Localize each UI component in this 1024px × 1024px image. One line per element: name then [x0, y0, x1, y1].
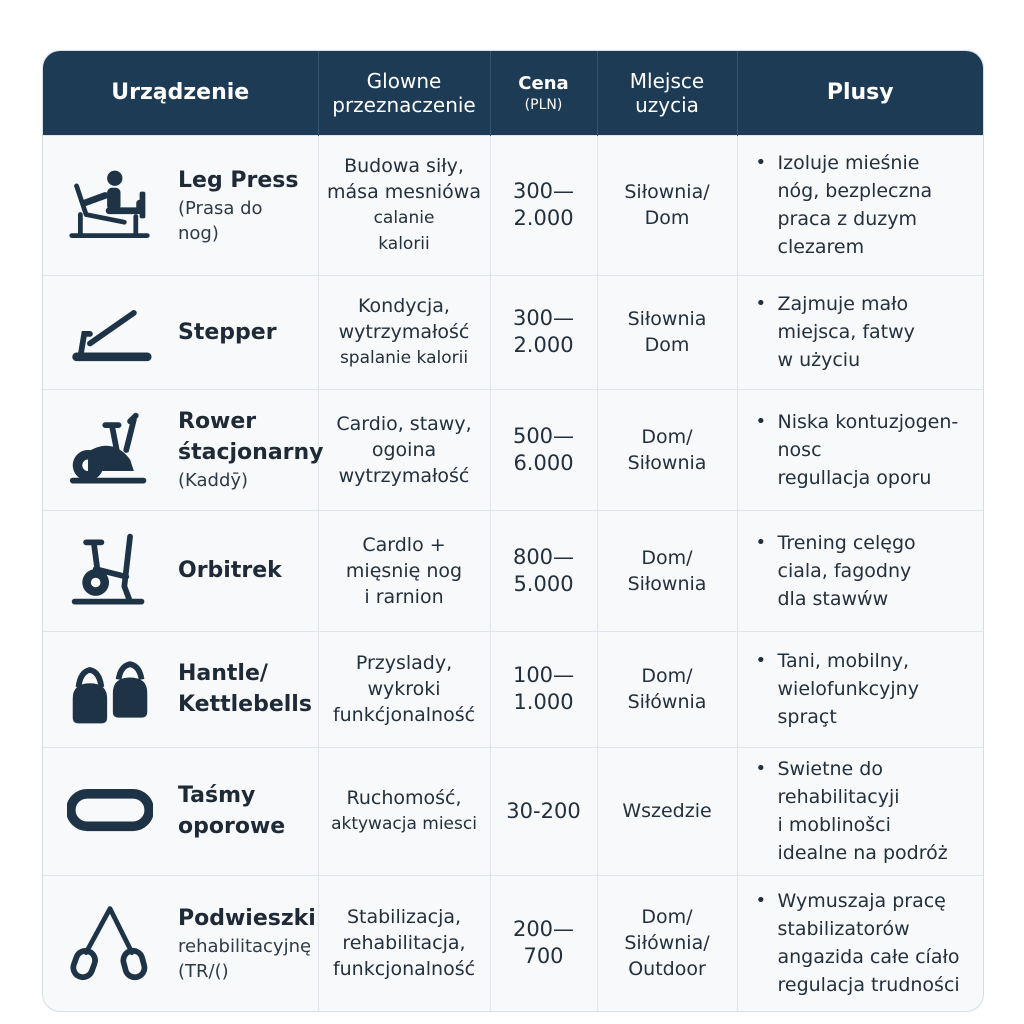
device-cell	[43, 875, 318, 1011]
purpose-line: calanie	[373, 208, 435, 228]
device-info	[44, 165, 317, 246]
pros-line: • Tani, mobilny,	[752, 647, 978, 675]
place-cell	[597, 747, 737, 875]
device-name-line2: oporowe	[178, 814, 286, 839]
purpose-line: Cardlo +	[362, 533, 446, 556]
purpose-line: Przyslady,	[355, 652, 453, 674]
stepper-icon	[66, 292, 154, 372]
place-line: Dom	[644, 207, 690, 229]
device-subtitle-line: (Prasa do	[178, 197, 263, 219]
pros-line: praca z duzym	[777, 208, 917, 230]
pros-line: dla stawẃw	[777, 587, 889, 610]
table-row	[43, 747, 983, 875]
place-line: Dom/	[641, 665, 693, 687]
stationary-bike-icon	[66, 410, 154, 490]
device-info	[44, 771, 317, 851]
purpose-cell	[318, 135, 490, 275]
header-purpose	[318, 51, 490, 135]
price-cell	[490, 135, 597, 275]
pros-line: clezarem	[777, 236, 865, 258]
pros-line: nosc	[777, 438, 822, 461]
price-line: 700	[523, 944, 564, 969]
pros-line: • Trening celęgo	[752, 529, 978, 557]
table-row	[43, 875, 983, 1011]
place-line: Siłównia/	[624, 932, 710, 955]
device-cell	[43, 510, 318, 631]
place-line: Siłownia	[627, 572, 707, 595]
device-text	[178, 317, 277, 348]
price-line: 300—	[512, 306, 575, 330]
device-info	[44, 406, 324, 493]
device-cell	[43, 631, 318, 747]
pros-cell	[737, 747, 983, 875]
purpose-cell	[318, 275, 490, 389]
header-place	[597, 51, 737, 135]
place-line: Siłownia/	[624, 181, 710, 203]
device-name: Orbitrek	[178, 558, 282, 583]
place-cell	[597, 510, 737, 631]
device-info	[44, 292, 317, 372]
pros-line: angazida całe cíało	[777, 946, 960, 969]
price-line: 800—	[512, 544, 575, 569]
price-line: 500—	[512, 423, 575, 448]
table-row	[43, 275, 983, 389]
place-cell	[597, 631, 737, 747]
purpose-line: Budowa siły,	[344, 155, 464, 177]
purpose-line: funkćjonalność	[332, 704, 476, 726]
pros-line: ciala, fagodny	[777, 559, 912, 582]
table-row	[43, 510, 983, 631]
place-line: Wszedzie	[622, 800, 712, 822]
purpose-line: wykroki	[367, 678, 441, 700]
place-cell	[597, 275, 737, 389]
header-price	[490, 51, 597, 135]
device-cell	[43, 389, 324, 510]
purpose-cell	[318, 747, 490, 875]
purpose-line: spalanie kalorii	[339, 348, 469, 368]
device-subtitle-line: (TR/()	[178, 960, 229, 982]
pros-line: i moblinošci	[777, 814, 891, 836]
purpose-line: funkcjonalność	[332, 958, 476, 981]
resistance-band-icon	[66, 771, 154, 851]
pros-line: • Swietne do	[752, 755, 978, 783]
pros-line: stabilizatorów	[777, 918, 910, 941]
kettlebells-icon	[66, 649, 154, 729]
pros-cell	[737, 631, 983, 747]
price-line: 30-200	[506, 798, 581, 823]
pros-line: w użyciu	[777, 349, 861, 371]
place-line: Dom	[644, 334, 690, 356]
place-line: Dom/	[641, 906, 693, 929]
device-text	[178, 406, 324, 493]
pros-line: • Wymuszaja pracę	[752, 887, 978, 915]
device-text	[178, 903, 316, 984]
place-cell	[597, 389, 737, 510]
suspension-straps-icon	[66, 903, 154, 983]
table-row	[43, 389, 983, 510]
price-cell	[490, 875, 597, 1011]
purpose-cell	[318, 389, 490, 510]
device-text	[178, 555, 282, 586]
device-cell	[43, 275, 318, 389]
pros-line: nóg, bezpleczna	[777, 180, 933, 202]
header-place-line1: Mlejsce	[629, 68, 705, 93]
device-name: Stepper	[178, 319, 277, 345]
device-info	[44, 531, 317, 611]
price-line: 200—	[512, 917, 575, 942]
equipment-table-card	[42, 50, 984, 1012]
device-info	[44, 649, 317, 729]
purpose-cell	[318, 875, 490, 1011]
header-purpose-line1: Glowne	[366, 68, 442, 93]
price-line: 2.000	[513, 206, 574, 230]
pros-line: wielofunkcyjny	[777, 678, 919, 700]
leg-press-icon	[66, 165, 154, 245]
price-cell	[490, 389, 597, 510]
header-pros: Plusy	[826, 79, 894, 105]
price-line: 5.000	[513, 571, 574, 596]
place-line: Dom/	[641, 546, 693, 569]
device-cell	[43, 135, 318, 275]
purpose-line: Stabilizacja,	[346, 906, 462, 929]
price-line: 6.000	[513, 450, 574, 475]
device-name-line2: śtacjonarny	[178, 440, 324, 465]
device-name: Leg Press	[178, 167, 299, 193]
purpose-line: wytrzymałość	[338, 321, 470, 343]
table-row	[43, 631, 983, 747]
table-header	[43, 51, 983, 135]
purpose-line: Kondycja,	[358, 295, 450, 317]
device-name: Taśmy	[178, 783, 256, 808]
device-name: Hantle/	[178, 661, 268, 686]
purpose-line: kalorii	[378, 234, 430, 254]
table-row	[43, 135, 983, 275]
device-cell	[43, 747, 318, 875]
place-cell	[597, 875, 737, 1011]
pros-cell	[737, 389, 983, 510]
header-place-line2: uzycia	[635, 92, 699, 117]
purpose-line: Cardio, stawy,	[336, 412, 472, 435]
header-device: Urządzenie	[43, 51, 318, 135]
place-line: Siłownia	[627, 308, 707, 330]
device-text	[178, 165, 298, 246]
pros-line: miejsca, fatwy	[777, 321, 915, 343]
header-price-line1: Cena	[518, 72, 569, 94]
pros-cell	[737, 510, 983, 631]
purpose-line: ogoina	[371, 438, 437, 461]
pros-line: idealne na podróż	[777, 842, 948, 864]
place-line: Siłownia	[627, 451, 707, 474]
price-line: 100—	[512, 663, 575, 687]
purpose-cell	[318, 510, 490, 631]
purpose-line: aktywacja miesci	[331, 814, 477, 834]
purpose-line: mása mesniówa	[327, 181, 481, 203]
device-text	[178, 658, 312, 720]
purpose-line: mięsnię nog	[345, 559, 463, 582]
price-cell	[490, 510, 597, 631]
purpose-line: wytrzymałość	[338, 464, 470, 487]
place-line: Dom/	[641, 425, 693, 448]
pros-line: • Izoluje mieśnie	[752, 149, 978, 177]
elliptical-icon	[66, 531, 154, 611]
header-price-line2: (PLN)	[524, 96, 563, 113]
price-line: 300—	[512, 179, 575, 203]
device-subtitle-line: (Kaddӯ)	[178, 470, 249, 491]
purpose-cell	[318, 631, 490, 747]
header-purpose-line2: przeznaczenie	[332, 92, 476, 117]
price-cell	[490, 275, 597, 389]
device-name: Podwieszki	[178, 905, 316, 931]
price-line: 2.000	[513, 333, 574, 357]
pros-line: regulacja trudności	[777, 974, 960, 997]
device-info	[44, 903, 317, 984]
pros-line: spraçt	[777, 706, 837, 728]
pros-cell	[737, 135, 983, 275]
pros-cell	[737, 275, 983, 389]
place-cell	[597, 135, 737, 275]
device-text	[178, 780, 285, 842]
device-subtitle-line: rehabilitacyjnę	[178, 935, 312, 957]
price-line: 1.000	[513, 690, 574, 714]
device-name: Rower	[178, 409, 257, 434]
purpose-line: i rarnion	[364, 585, 444, 608]
pros-line: • Niska kontuzjogen-	[752, 408, 978, 436]
purpose-line: rehabilitacja,	[342, 932, 466, 955]
equipment-table	[43, 51, 983, 1011]
place-line: Siłównia	[627, 691, 707, 713]
price-cell	[490, 747, 597, 875]
pros-line: • Zajmuje mało	[752, 290, 978, 318]
pros-cell	[737, 875, 983, 1011]
pros-line: rehabilitacyji	[777, 786, 900, 808]
device-name-line2: Kettlebells	[178, 692, 312, 717]
price-cell	[490, 631, 597, 747]
device-subtitle-line: nog)	[178, 222, 219, 244]
purpose-line: Ruchomość,	[346, 787, 462, 809]
pros-line: regullacja oporu	[777, 466, 932, 489]
place-line: Outdoor	[628, 958, 706, 981]
table-body	[43, 135, 983, 1011]
